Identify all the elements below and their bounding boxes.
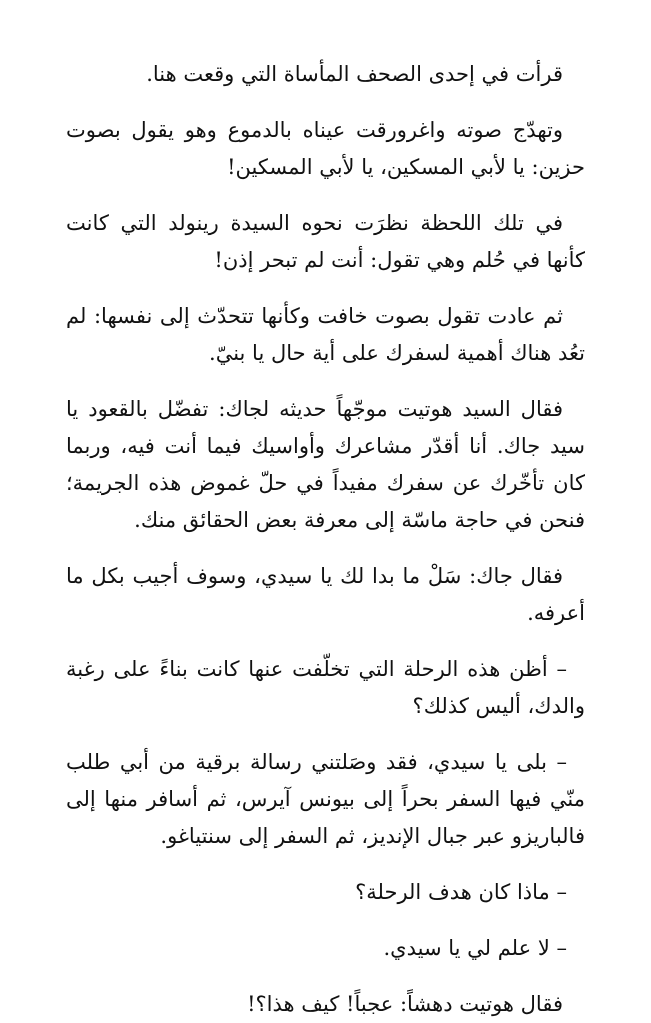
paragraph-hautet-address: فقال السيد هوتيت موجّهاً حديثه لجاك: تفضّل بالقعود يا سيد جاك. أنا أقدّر مشاعرك وأواسيك فيما أنت فيه، وربما كان تأخّرك عن سفرك مفيداً في حلّ غموض هذه الجريمة؛ فنحن في حاجة ماسّة إلى معرفة بعض الحقائق منك. — [66, 397, 585, 532]
paragraph-jack-grief: وتهدّج صوته واغرورقت عيناه بالدموع وهو يقول بصوت حزين: يا لأبي المسكين، يا لأبي المسكين! — [66, 118, 585, 179]
dialog-line-purpose-question: – ماذا كان هدف الرحلة؟ — [355, 880, 567, 904]
paragraph-newspaper: قرأت في إحدى الصحف المأساة التي وقعت هنا. — [146, 62, 563, 86]
paragraph-jack-answer: فقال جاك: سَلْ ما بدا لك يا سيدي، وسوف أجيب بكل ما أعرفه. — [66, 564, 585, 625]
dialog-line-no-knowledge: – لا علم لي يا سيدي. — [383, 936, 567, 960]
paragraph-hautet-surprise: فقال هوتيت دهشاً: عجباً! كيف هذا؟! — [247, 992, 563, 1016]
paragraph-mrs-renauld: في تلك اللحظة نظرَت نحوه السيدة رينولد التي كانت كأنها في حُلم وهي تقول: أنت لم تبحر إذن! — [66, 211, 585, 272]
paragraph-soft-voice: ثم عادت تقول بصوت خافت وكأنها تتحدّث إلى نفسها: لم تعُد هناك أهمية لسفرك على أية حال يا بنيّ. — [66, 304, 585, 365]
dialog-line-telegram: – بلى يا سيدي، فقد وصَلتني رسالة برقية من أبي طلب منّي فيها السفر بحراً إلى بيونس آيرس، ثم أسافر منها إلى فالباريزو عبر جبال الإنديز، ثم السفر إلى سنتياغو. — [66, 750, 585, 848]
dialog-line-trip-question: – أظن هذه الرحلة التي تخلّفت عنها كانت بناءً على رغبة والدك، أليس كذلك؟ — [66, 657, 585, 718]
